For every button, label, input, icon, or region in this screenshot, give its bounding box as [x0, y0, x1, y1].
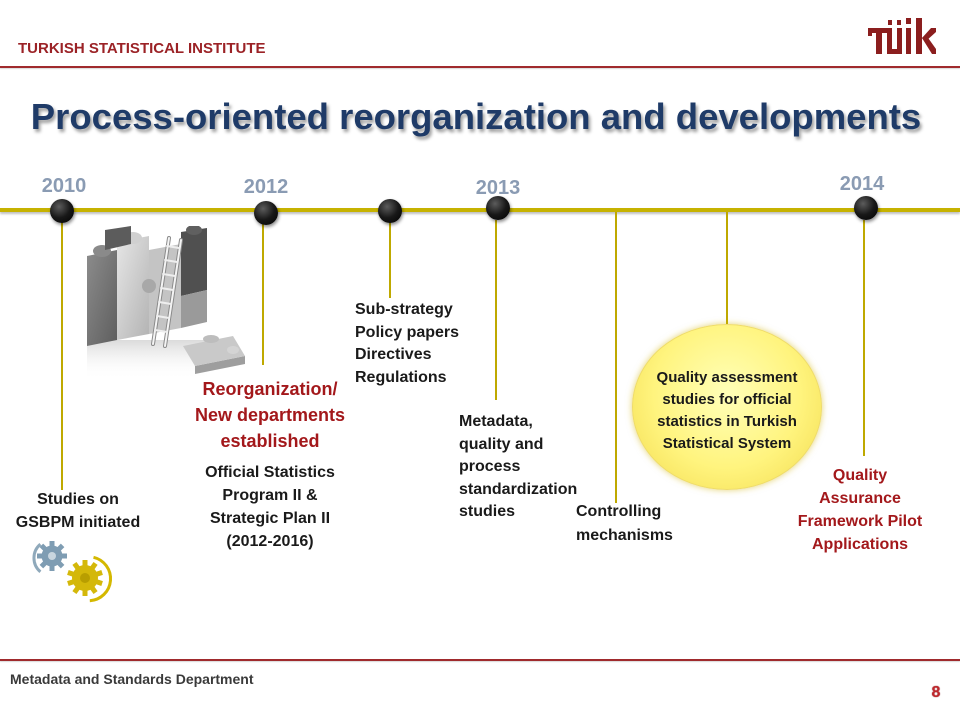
event-line: Quality: [832, 467, 888, 484]
connector-qaf: [863, 220, 865, 456]
small-gear: [37, 541, 67, 571]
timeline-axis: [0, 208, 960, 212]
milestone-dot-sub-strategy: [378, 199, 402, 223]
event-line: Official Statistics: [205, 464, 335, 481]
event-gsbpm-studies: [3, 488, 153, 534]
organization-name: TURKISH STATISTICAL INSTITUTE: [18, 40, 266, 57]
event-qaf-pilot: [770, 464, 950, 556]
event-line: Metadata,: [459, 413, 533, 430]
connector-reorganization: [262, 224, 264, 365]
page-number: 8: [931, 684, 941, 701]
header-divider: [0, 66, 960, 68]
event-metadata-studies: [459, 411, 577, 524]
puzzle-image: [83, 226, 248, 386]
event-line: GSBPM initiated: [15, 514, 141, 531]
connector-quality-assessment: [726, 212, 728, 324]
event-line: Reorganization/: [202, 379, 338, 399]
event-line: Controlling: [576, 503, 662, 520]
event-line: Program II &: [222, 487, 318, 504]
event-controlling: [576, 500, 673, 548]
event-line: Applications: [811, 536, 908, 553]
event-line: Regulations: [355, 369, 447, 387]
year-label: 2013: [475, 177, 521, 199]
connector-sub-strategy: [389, 222, 391, 298]
large-gear: [67, 560, 103, 596]
event-line: (2012-2016): [226, 533, 314, 550]
year-label: 2012: [243, 176, 289, 198]
year-label: 2010: [41, 175, 87, 197]
connector-metadata: [495, 220, 497, 400]
event-line: Strategic Plan II: [209, 510, 331, 527]
event-line: studies for official: [662, 391, 792, 408]
event-line: statistics in Turkish: [657, 413, 797, 430]
event-line: established: [220, 431, 320, 451]
event-line: studies: [459, 503, 516, 520]
event-line: Statistical System: [662, 435, 792, 452]
milestone-dot-2014: [854, 196, 878, 220]
connector-controlling: [615, 212, 617, 503]
tuik-logo: [866, 16, 936, 54]
event-line: mechanisms: [576, 527, 673, 544]
milestone-dot-2010: [50, 199, 74, 223]
event-reorganization: [180, 376, 360, 454]
event-line: Studies on: [37, 491, 119, 508]
footer-divider: [0, 659, 960, 661]
event-line: Quality assessment: [656, 369, 798, 386]
event-line: Directives: [355, 346, 432, 364]
connector-gsbpm: [61, 222, 63, 490]
event-line: quality and: [459, 435, 544, 453]
event-line: process: [459, 458, 521, 475]
slide-title: Process-oriented reorganization and developments: [30, 96, 922, 137]
gears-icon: [28, 536, 114, 608]
event-line: Assurance: [819, 490, 901, 507]
event-sub-strategy: [355, 299, 459, 390]
footer-department: Metadata and Standards Department: [10, 671, 254, 687]
puzzle-blocks: [87, 226, 207, 346]
year-label: 2014: [839, 173, 885, 195]
event-line: standardization: [459, 480, 578, 498]
event-official-statistics-program: [180, 461, 360, 553]
event-line: Sub-strategy: [355, 301, 453, 318]
event-line: New departments: [194, 405, 346, 425]
event-line: Policy papers: [355, 323, 460, 341]
event-line: Framework Pilot: [797, 513, 923, 530]
milestone-dot-2012: [254, 201, 278, 225]
